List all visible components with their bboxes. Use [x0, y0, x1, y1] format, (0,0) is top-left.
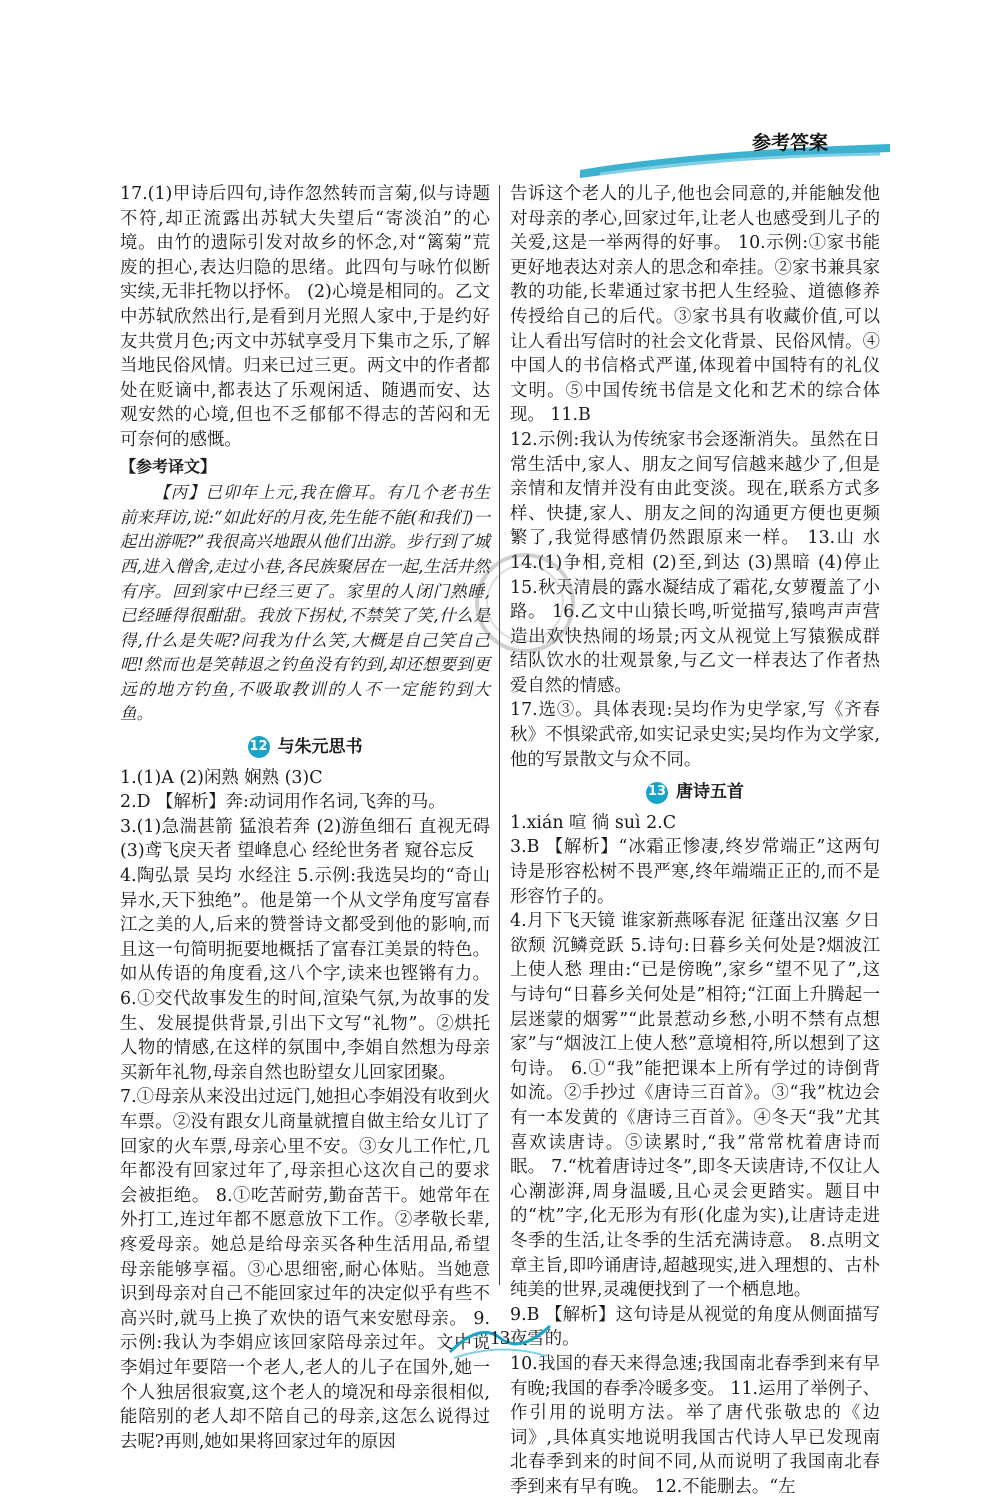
answer-item: 10.我国的春天来得急速;我国南北春季到来有早有晚;我国的春季冷暖多变。 11.运用了举例子、作引用的说明方法。举了唐代张敬忠的《边词》,具体真实地说明我国古代诗人早已发现南北春季到来的时间不同,从而说明了我国南北春季到来有早有晚。 12.不能删去。“左: [510, 1353, 880, 1497]
answer-item: 1.(1)A (2)闲熟 娴熟 (3)C: [120, 767, 323, 788]
answer-item: 4.月下飞天镜 谁家新燕啄春泥 征蓬出汉塞 夕日欲颓 沉鳞竞跃 5.诗句:日暮乡关何处是?烟波江上使人愁 理由:“已是傍晚”,家乡“望不见了”,这与诗句“日暮乡关何处是”相符;“江面上升腾起一层迷蒙的烟雾”“此景惹动乡愁,小明不禁有点想家”与“烟波江上使人愁”意境相符,所以想到了这句诗。 6.①“我”能把课本上所有学过的诗倒背如流。②手抄过《唐诗三百首》。③“我”枕边会有一本发黄的《唐诗三百首》。④冬天“我”尤其喜欢读唐诗。⑤读累时,“我”常常枕着唐诗而眠。 7.“枕着唐诗过冬”,即冬天读唐诗,不仅让人心潮澎湃,周身温暖,且心灵会更踏实。题目中的“枕”字,化无形为有形(化虚为实),让唐诗走进冬季的生活,让冬季的生活充满诗意。 8.点明文章主旨,即吟诵唐诗,超越现实,进入理想的、古朴纯美的世界,灵魂便找到了一个栖息地。: [510, 911, 880, 1301]
section-12-heading: [120, 735, 490, 760]
answer-item: 3.(1)急湍甚箭 猛浪若奔 (2)游鱼细石 直视无碍 (3)鸢飞戾天者 望峰息心 经纶世务者 窥谷忘反: [120, 816, 490, 862]
left-column: [120, 182, 490, 1454]
column-divider: [499, 185, 500, 1285]
section-number-badge: 13: [646, 782, 668, 804]
answer-17-right: 17.选③。具体表现:吴均作为史学家,写《齐春秋》不惧梁武帝,如实记录史实;吴均作为文学家,他的写景散文与众不同。: [510, 700, 880, 770]
right-column: [510, 182, 880, 1499]
section-title: 唐诗五首: [676, 782, 744, 803]
section-13-heading: [510, 780, 880, 805]
page-number: 13: [490, 1326, 510, 1349]
answer-continuation: 告诉这个老人的儿子,他也会同意的,并能触发他对母亲的孝心,回家过年,让老人也感受到儿子的关爱,这是一举两得的好事。 10.示例:①家书能更好地表达对亲人的思念和牵挂。②家书兼具家教的功能,长辈通过家书把人生经验、道德修养传授给自己的后代。③家书具有收藏价值,可以让人看出写信时的社会文化背景、民俗风情。④中国人的书信格式严谨,体现着中国特有的礼仪文明。⑤中国传统书信是文化和艺术的综合体现。 11.B: [510, 184, 880, 426]
answer-item: 9.B 【解析】这句诗是从视觉的角度从侧面描写夜雪的。: [510, 1304, 880, 1350]
answer-item: 2.D 【解析】奔:动词用作名词,飞奔的马。: [120, 792, 446, 813]
section-title: 与朱元思书: [277, 737, 363, 758]
answer-item: 4.陶弘景 吴均 水经注 5.示例:我选吴均的“奇山异水,天下独绝”。他是第一个从文学角度写富春江之美的人,后来的赞誉诗文都受到他的影响,而且这一句简明扼要地概括了富春江美景的特色。如从传语的角度看,这八个字,读来也铿锵有力。 6.①交代故事发生的时间,渲染气氛,为故事的发生、发展提供背景,引出下文写“礼物”。②烘托人物的情感,在这样的氛围中,李娟自然想为母亲买新年礼物,母亲自然也盼望女儿回家团聚。: [120, 866, 490, 1083]
answer-12: 12.示例:我认为传统家书会逐渐消失。虽然在日常生活中,家人、朋友之间写信越来越少了,但是亲情和友情并没有由此变淡。现在,联系方式多样、快捷,家人、朋友之间的沟通更方便也更频繁了,我觉得感情仍然跟原来一样。 13.山 水 14.(1)争相,竞相 (2)至,到达 (3)黑暗 (4)停止 15.秋天清晨的露水凝结成了霜花,女萝覆盖了小路。 16.乙文中山猿长鸣,听觉描写,猿鸣声声营造出欢快热闹的场景;丙文从视觉上写猿猴成群结队饮水的壮观景象,与乙文一样表达了作者热爱自然的情感。: [510, 429, 880, 696]
stamp-watermark-icon: [470, 548, 580, 658]
answer-item: 1.xián 喧 徜 suì 2.C: [510, 812, 677, 833]
section-number-badge: 12: [248, 736, 270, 758]
header-swoosh-decoration: [580, 140, 890, 180]
answer-item: 3.B 【解析】“冰霜正惨凄,终岁常端正”这两句诗是形容松树不畏严寒,终年端端正正的,而不是形容竹子的。: [510, 837, 880, 907]
reference-translation-text: 【丙】已卯年上元,我在儋耳。有几个老书生前来拜访,说:“如此好的月夜,先生能不能(和我们)一起出游呢?”我很高兴地跟从他们出游。步行到了城西,进入僧舍,走过小巷,各民族聚居在一起,生活井然有序。回到家中已经三更了。家里的人闭门熟睡,已经睡得很酣甜。我放下拐杖,不禁笑了笑,什么是得,什么是失呢?问我为什么笑,大概是自己笑自己吧!然而也是笑韩退之钓鱼没有钓到,却还想要到更远的地方钓鱼,不吸取教训的人不一定能钓到大鱼。: [120, 483, 490, 724]
reference-translation-title: 【参考译文】: [120, 456, 217, 476]
header-title: 参考答案: [752, 132, 829, 154]
answer-17-left: 17.(1)甲诗后四句,诗作忽然转而言菊,似与诗题不符,却正流露出苏轼大失望后“寄淡泊”的心境。由竹的遗际引发对故乡的怀念,对“篱菊”荒废的担心,表达归隐的思绪。此四句与咏竹似断实续,无非托物以抒怀。 (2)心境是相同的。乙文中苏轼欣然出行,是看到月光照人家中,于是约好友共赏月色;丙文中苏轼享受月下集市之乐,了解当地民俗风情。归来已过三更。两文中的作者都处在贬谪中,都表达了乐观闲适、随遇而安、达观安然的心境,但也不乏郁郁不得志的苦闷和无可奈何的感慨。: [120, 184, 490, 450]
answer-item: 7.①母亲从来没出过远门,她担心李娟没有收到火车票。②没有跟女儿商量就擅自做主给女儿订了回家的火车票,母亲心里不安。③女儿工作忙,几年都没有回家过年了,母亲担心这次自己的要求会被拒绝。 8.①吃苦耐劳,勤奋苦干。她常年在外打工,连过年都不愿意放下工作。②孝敬长辈,疼爱母亲。她总是给母亲买各种生活用品,希望母亲能够享福。③心思细密,耐心体贴。当她意识到母亲对自己不能回家过年的决定似乎有些不高兴时,就马上换了欢快的语气来安慰母亲。 9.示例:我认为李娟应该回家陪母亲过年。文中说李娟过年要陪一个老人,老人的儿子在国外,她一个人独居很寂寞,这个老人的境况和母亲很相似,能陪别的老人却不陪自己的母亲,这怎么说得过去呢?再则,她如果将回家过年的原因: [120, 1087, 490, 1452]
